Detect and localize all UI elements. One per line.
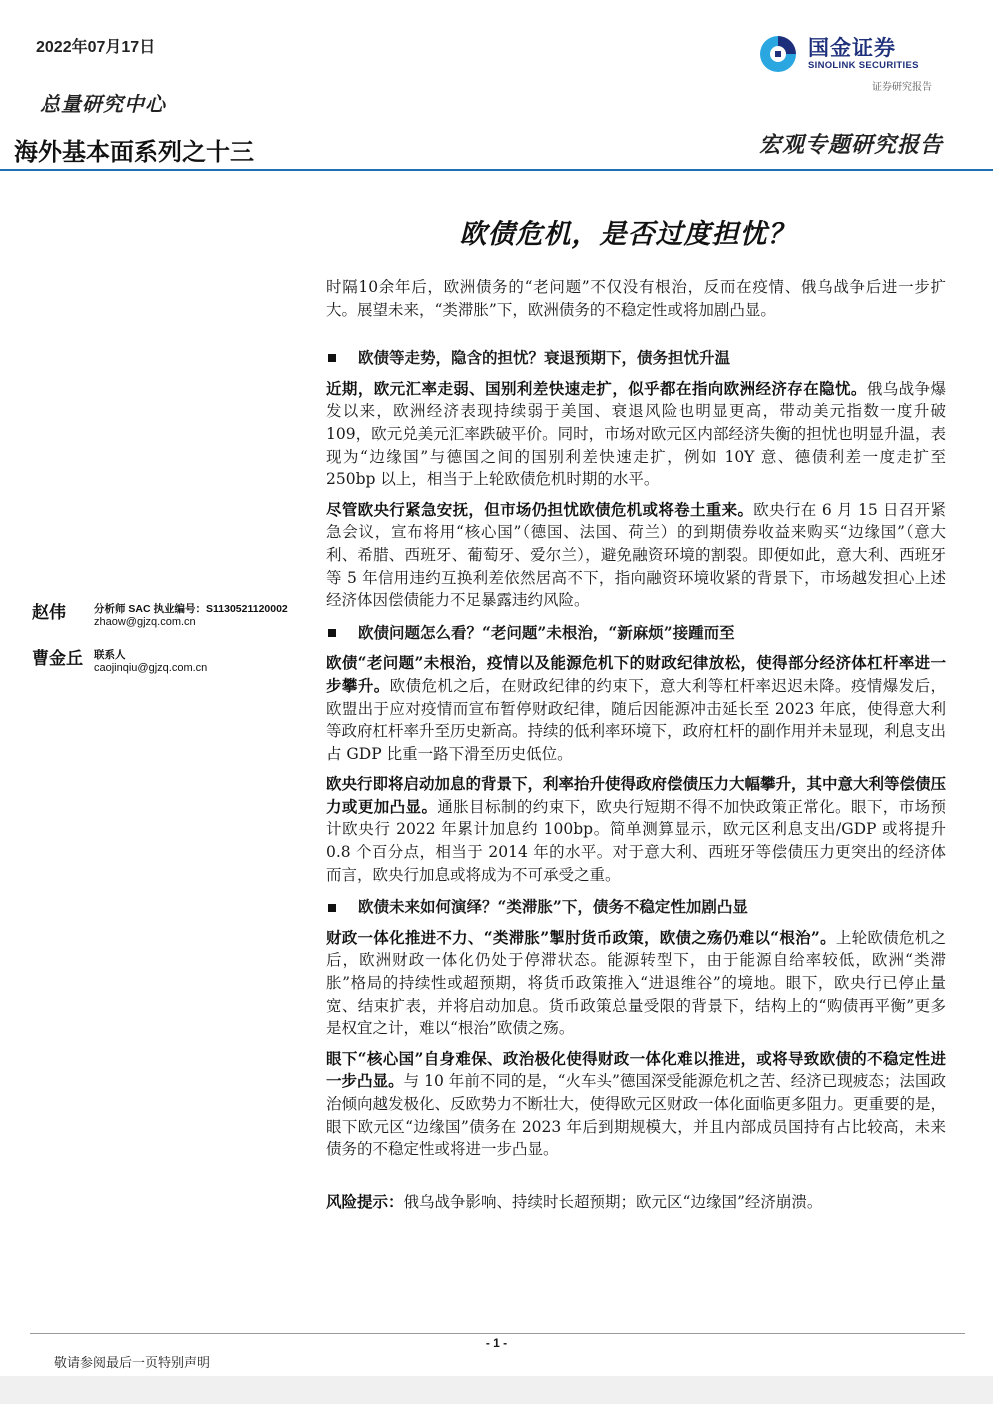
sinolink-logo-icon xyxy=(756,32,804,76)
analyst-role: 分析师 SAC 执业编号：S1130521120002 xyxy=(94,603,288,615)
logo-subtitle: 证券研究报告 xyxy=(872,82,932,93)
header-rule xyxy=(0,169,993,171)
page-number: - 1 - xyxy=(485,1336,508,1350)
analyst-email[interactable]: caojinqiu@gjzq.com.cn xyxy=(94,662,208,674)
risk-warning: 风险提示：俄乌战争影响、持续时长超预期；欧元区“边缘国”经济崩溃。 xyxy=(326,1191,823,1211)
paragraph: 眼下“核心国”自身难保、政治极化使得财政一体化难以推进，或将导致欧债的不稳定性进一步凸显。与 10 年前不同的是，“火车头”德国深受能源危机之苦、经济已现疲态；法国政治倾向越发极化、反欧势力不断壮大，使得欧元区财政一体化面临更多阻力。更重要的是，眼下欧元区“边缘国”债务在 2023 年后到期规模大，并且内部成员国持有占比较高，未来债务的不稳定性或将进一步凸显。 xyxy=(326,1048,947,1159)
report-title: 欧债危机，是否过度担忧？ xyxy=(459,219,796,250)
analyst-role: 联系人 xyxy=(94,649,126,661)
footer-rule xyxy=(30,1333,965,1334)
paragraph: 财政一体化推进不力、“类滞胀”掣肘货币政策，欧债之殇仍难以“根治”。上轮欧债危机之后，欧洲财政一体化仍处于停滞状态。能源转型下，由于能源自给率较低，欧洲“类滞胀”格局的持续性或超预期，将货币政策推入“进退维谷”的境地。眼下，欧央行已停止量宽、结束扩表，并将启动加息。货币政策总量受限的背景下，结构上的“购债再平衡”更多是权宜之计，难以“根治”欧债之殇。 xyxy=(326,927,946,1038)
analyst-email[interactable]: zhaow@gjzq.com.cn xyxy=(94,616,196,628)
paragraph: 近期，欧元汇率走弱、国别利差快速走扩，似乎都在指向欧洲经济存在隐忧。俄乌战争爆发以来，欧洲经济表现持续弱于美国、衰退风险也明显更高，带动美元指数一度升破 109，欧元兑美元汇率跌破平价。同时，市场对欧元区内部经济失衡的担忧也明显升温，表现为“边缘国”与德国之间的国别利差快速走扩，例如 10Y 意、德债利差一度走扩至 250bp 以上，相当于上轮欧债危机时期的水平。 xyxy=(326,378,946,489)
paragraph: 欧央行即将启动加息的背景下，利率抬升使得政府偿债压力大幅攀升，其中意大利等偿债压力或更加凸显。通胀目标制的约束下，欧央行短期不得不加快政策正常化。眼下，市场预计欧央行 2022 年累计加息约 100bp。简单测算显示，欧元区利息支出/GDP 或将提升 0.8 个百分点，相当于 2014 年的水平。对于意大利、西班牙等偿债压力更突出的经济体而言，欧央行加息或将成为不可承受之重。 xyxy=(326,774,947,884)
bullet-square-icon xyxy=(328,629,336,637)
paragraph: 欧债“老问题”未根治，疫情以及能源危机下的财政纪律放松，使得部分经济体杠杆率进一步攀升。欧债危机之后，在财政纪律的约束下，意大利等杠杆率迟迟未降。疫情爆发后，欧盟出于应对疫情而宣布暂停财政纪律，随后因能源冲击延长至 2023 年底，使得意大利等政府杠杆率升至历史新高。持续的低利率环境下，政府杠杆的副作用并未显现，利息支出占 GDP 比重一路下滑至历史低位。 xyxy=(326,653,947,763)
analyst-name: 曹金丘 xyxy=(32,649,83,669)
disclaimer-note: 敬请参阅最后一页特别声明 xyxy=(54,1356,211,1371)
logo-text-en: SINOLINK SECURITIES xyxy=(808,60,919,71)
report-type: 宏观专题研究报告 xyxy=(758,132,943,158)
analyst-name: 赵伟 xyxy=(32,603,66,623)
section-heading: 欧债未来如何演绎？“类滞胀”下，债务不稳定性加剧凸显 xyxy=(326,896,946,919)
section-heading: 欧债问题怎么看？“老问题”未根治，“新麻烦”接踵而至 xyxy=(326,622,946,645)
section-heading: 欧债等走势，隐含的担忧？衰退预期下，债务担忧升温 xyxy=(326,347,946,370)
report-series: 海外基本面系列之十三 xyxy=(14,139,254,166)
logo-text-cn: 国金证券 xyxy=(808,36,896,60)
research-center: 总量研究中心 xyxy=(40,92,166,116)
bottom-band xyxy=(0,1376,993,1404)
report-date: 2022年07月17日 xyxy=(36,39,156,56)
bullet-square-icon xyxy=(328,354,336,362)
report-body xyxy=(326,276,946,1221)
intro-paragraph: 时隔10余年后，欧洲债务的“老问题”不仅没有根治，反而在疫情、俄乌战争后进一步扩大。展望未来，“类滞胀”下，欧洲债务的不稳定性或将加剧凸显。 xyxy=(326,278,946,319)
bullet-square-icon xyxy=(328,904,336,912)
paragraph: 尽管欧央行紧急安抚，但市场仍担忧欧债危机或将卷土重来。欧央行在 6 月 15 日召开紧急会议，宣布将用“核心国”（德国、法国、荷兰）的到期债券收益来购买“边缘国”（意大利、希腊、西班牙、葡萄牙、爱尔兰），避免融资环境的割裂。即便如此，意大利、西班牙等 5 年信用违约互换利差依然居高不下，指向融资环境收紧的背景下，市场越发担心上述经济体因偿债能力不足暴露违约风险。 xyxy=(326,499,946,610)
